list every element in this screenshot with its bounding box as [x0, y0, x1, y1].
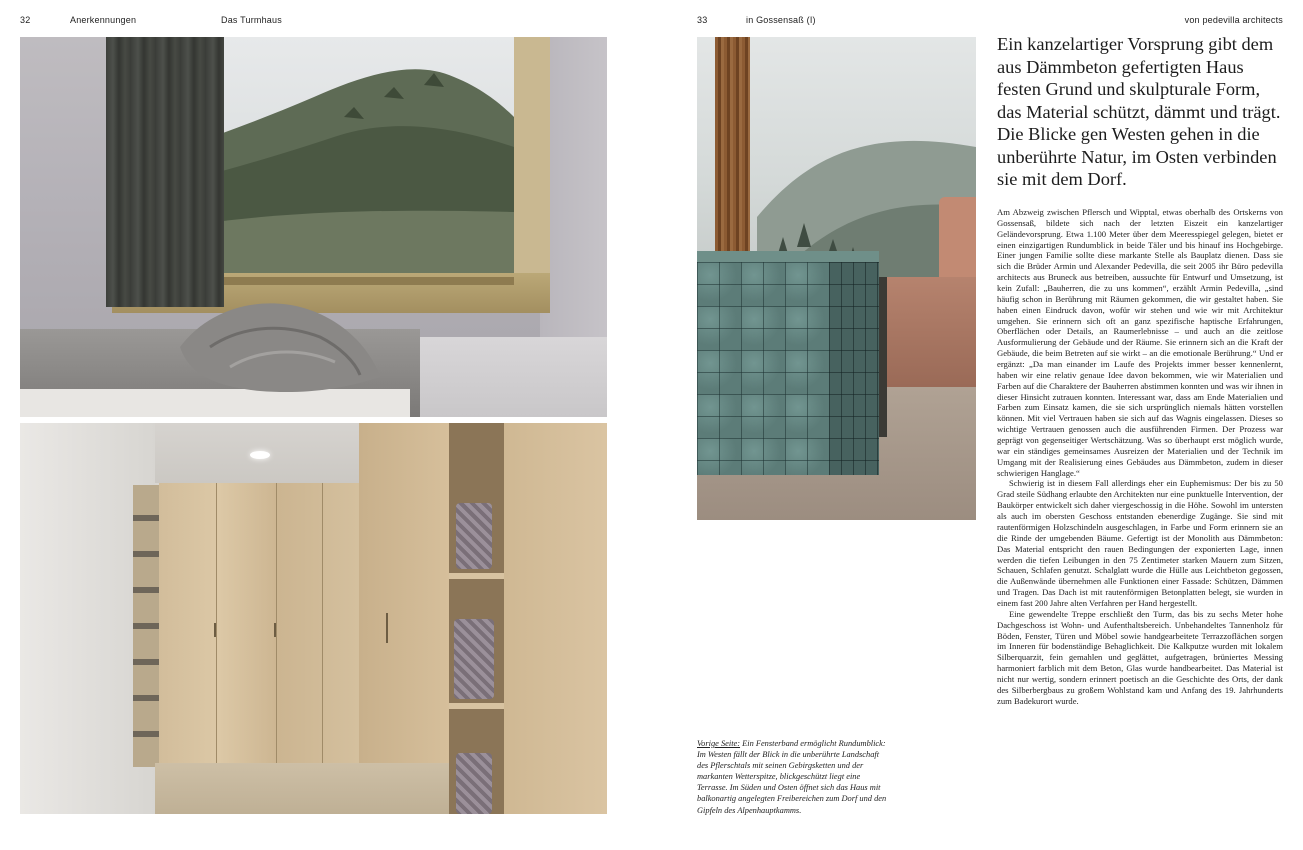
body-paragraph: Eine gewendelte Treppe erschließt den Turm, das bis zu sechs Meter hohe Dachgeschoss ist Wohn- und Aufenthaltsbereich. Unbehandeltes Tannenholz für Böden, Fenster, Türen und Möbel sowie handgearbeitete Terrazzoflächen sorgen im Inneren für bodenständige Behaglichkeit. Die Kalkputze wurden mit lokalem Silberquarzit, fein gemahlen und geglättet, aufgetragen, brüniertes Messing harmoniert farblich mit dem Beton, Glas wurde handbearbeitet. Das Material ist nicht nur wertig, sondern erinnert poetisch an die Geschichte des Orts, der dank des Silberbergbaus zu großem Wohlstand kam und Anfang des 19. Jahrhunderts zum Badekurort wurde.: [997, 608, 1283, 706]
shelf-unit: [133, 485, 159, 767]
handbag-icon: [456, 753, 492, 814]
door-handle-icon: [274, 623, 276, 637]
photo-caption: [697, 738, 889, 816]
location-label: in Gossensaß (I): [746, 15, 816, 25]
tiled-fireplace-side: [829, 262, 879, 475]
article-title: Das Turmhaus: [221, 15, 282, 25]
shelf: [449, 703, 504, 709]
tiled-fireplace-photo: [697, 37, 976, 520]
wooden-pillar: [715, 37, 750, 262]
fireplace-opening: [879, 277, 887, 437]
architect-label: von pedevilla architects: [1184, 15, 1283, 25]
floor: [155, 763, 455, 814]
tiled-fireplace-front: [697, 262, 829, 475]
wardrobe-side-panel: [504, 423, 607, 814]
handbag-icon: [454, 619, 494, 699]
door-handle-icon: [386, 613, 388, 643]
body-paragraph: Am Abzweig zwischen Pflersch und Wipptal, etwas oberhalb des Ortskerns von Gossensaß, bildete sich nach der letzten Eiszeit ein kanzelartiger Geländevorsprung. Etwa 1.100 Meter über dem Meeresspiegel gelegen, bietet er einen einzigartigen Rundumblick in beide Täler und bis hinauf ins Hochgebirge. Einer jungen Familie sollte diese markante Stelle als Bauplatz dienen. Dass sie sich die Brüder Armin und Alexander Pedevilla, die seit 2005 ihr Büro pedevilla architects aus Bruneck aus betreiben, aussuchte für Entwurf und Umsetzung, ist kein Zufall: „Bauherren, die zu uns kommen“, erzählt Armin Pedevilla, „sind häufig schon in Berührung mit Räumen gekommen, die wir gestaltet haben. Sie haben einen Eindruck davon, wofür wir stehen und wie wir mit Architektur umgehen. Sie erinnern sich oft an ganz spezifische haptische Erfahrungen, Oberflächen oder Details, an Raumerlebnisse – und auch an die zeitlose Ausformulierung der Gebäude und der Räume. Sie erinnern sich an die Kraft der Gebäude, die beim Betreten auf sie wirkt – an die emotionale Berührung.“ Und er ergänzt: „Da man einander im Laufe des Projekts immer besser kennenlernt, haben wir eine relativ genaue Idee davon bekommen, wie wir Materialien und Farben auf die Charaktere der Bauherren abstimmen konnten und was wir ihnen in dieser Hinsicht zutrauen konnten. Interessant war, dass am Ende Materialien und Farben zum Einsatz kamen, die sie sich ursprünglich niemals hätten vorstellen können. Mit viel Vertrauen haben sie sich auf das Wagnis eingelassen. Dieses so wichtige Vertrauen genossen auch die ausführenden Firmen. Der Prozess war geprägt von gegenseitiger Wertschätzung. Was so überhaupt erst möglich wurde, war ein ständiges gemeinsames Ausreizen der Materialien und der Technik im Umgang mit der Realisierung eines Gebäudes aus Dämmbeton, zudem in dieser schwierigen Hanglage.“: [997, 207, 1283, 478]
wardrobe-doors: [159, 483, 359, 763]
wardrobe-photo: [20, 423, 607, 814]
ceiling-light-icon: [250, 451, 270, 459]
blanket-icon: [170, 287, 382, 395]
door-seam: [216, 483, 217, 763]
page-number-right: 33: [697, 15, 708, 25]
door-seam: [276, 483, 277, 763]
curtain: [106, 37, 224, 307]
wardrobe-cabinet: [359, 423, 449, 814]
caption-text: Ein Fensterband ermöglicht Rundumblick: Im Westen fällt der Blick in die unberührte Landschaft des Pflerschtals mit seinen Gebirgsketten und der markanten Wetterspitze, blickgeschützt liegt eine Terrasse. Im Süden und Osten öffnet sich das Haus mit balkonartig angelegten Freibereichen zum Dorf und den Gipfeln des Alpenhauptkamms.: [697, 739, 887, 815]
bedroom-window-photo: [20, 37, 607, 417]
caption-label: Vorige Seite:: [697, 739, 741, 748]
body-text: [997, 207, 1283, 707]
page-number-left: 32: [20, 15, 31, 25]
lead-paragraph: Ein kanzelartiger Vorsprung gibt dem aus Dämmbeton gefertigten Haus festen Grund und skulpturale Form, das Material schützt, dämmt und trägt. Die Blicke gen Westen gehen in die unberührte Natur, im Osten verbinden sie mit dem Dorf.: [997, 34, 1281, 189]
photo-wall: [540, 37, 607, 337]
door-seam: [322, 483, 323, 763]
section-label: Anerkennungen: [70, 15, 137, 25]
door-handle-icon: [214, 623, 216, 637]
shelf: [449, 573, 504, 579]
body-paragraph: Schwierig ist in diesem Fall allerdings eher ein Euphemismus: Der bis zu 50 Grad steile Südhang erlaubte den Architekten nur eine punktuelle Intervention, der Baukörper entwickelt sich daher viergeschossig in die Höhe. Sowohl im untersten als auch im obersten Geschoss entstanden ebenerdige Zugänge. Sie sind mit rautenförmigen Holzschindeln ausgeschlagen, in Farbe und Form erinnern sie an die Rinde der umgebenden Bäume. Gefertigt ist der Monolith aus Dämmbeton: Das Material entspricht den rauen Bedingungen der exponierten Lage, innen werden die tiefen Leibungen in den 75 Zentimeter starken Mauern zum Sitzen, Schauen, Schlafen genutzt. Schalglatt wurde die Hülle aus Leichtbeton gegossen, die Außenwände übernehmen alle Funktionen einer Fassade: Schützen, Dämmen und Tragen. Das Dach ist mit rautenförmigen Betonplatten belegt, sie wurden in einem fast 200 Jahre alten Verfahren per Hand hergestellt.: [997, 478, 1283, 608]
sofa: [872, 277, 976, 387]
handbag-icon: [456, 503, 492, 569]
